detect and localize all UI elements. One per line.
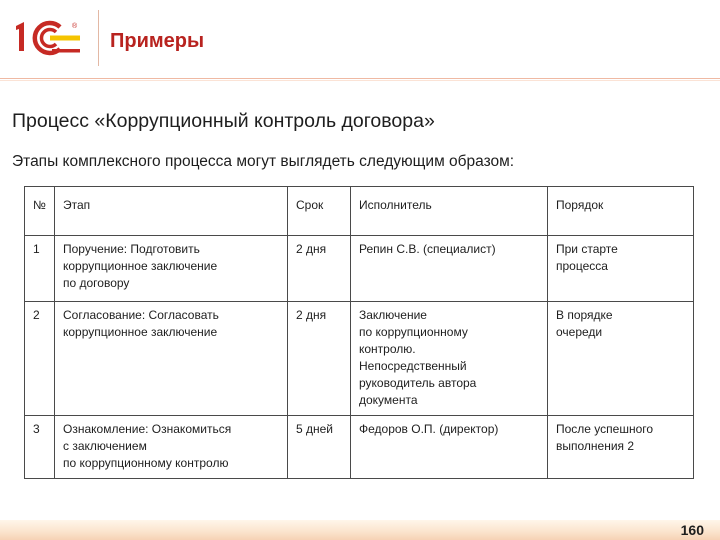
table-header-row (25, 187, 694, 236)
header-num: № (25, 187, 55, 236)
cell-executor: Федоров О.П. (директор) (351, 416, 548, 479)
footer-bar (0, 520, 720, 540)
table-row (25, 302, 694, 416)
header-rule (0, 78, 720, 79)
header-stage: Этап (55, 187, 288, 236)
cell-term: 2 дня (288, 302, 351, 416)
cell-stage: Согласование: Согласовать коррупционное заключение (55, 302, 288, 416)
cell-num: 2 (25, 302, 55, 416)
header-divider (98, 10, 99, 66)
table-row (25, 416, 694, 479)
section-title: Примеры (110, 30, 205, 52)
slide-title: Процесс «Коррупционный контроль договора» (12, 110, 435, 132)
slide-subtitle: Этапы комплексного процесса могут выглядеть следующим образом: (12, 153, 515, 170)
cell-executor: Репин С.В. (специалист) (351, 236, 548, 302)
cell-order: После успешного выполнения 2 (548, 416, 694, 479)
header-executor: Исполнитель (351, 187, 548, 236)
table-row (25, 236, 694, 302)
cell-num: 3 (25, 416, 55, 479)
cell-order: В порядке очереди (548, 302, 694, 416)
cell-executor: Заключение по коррупционному контролю. Непосредственный руководитель автора документа (351, 302, 548, 416)
page-number: 160 (680, 522, 704, 538)
svg-text:®: ® (72, 23, 78, 30)
cell-num: 1 (25, 236, 55, 302)
header-order: Порядок (548, 187, 694, 236)
cell-stage: Ознакомление: Ознакомиться с заключением по коррупционному контролю (55, 416, 288, 479)
1c-logo (12, 18, 84, 58)
cell-order: При старте процесса (548, 236, 694, 302)
cell-term: 5 дней (288, 416, 351, 479)
header-term: Срок (288, 187, 351, 236)
slide-header (0, 0, 720, 82)
cell-stage: Поручение: Подготовить коррупционное заключение по договору (55, 236, 288, 302)
cell-term: 2 дня (288, 236, 351, 302)
process-stages-table (24, 186, 694, 479)
header-rule-shadow (0, 80, 720, 81)
